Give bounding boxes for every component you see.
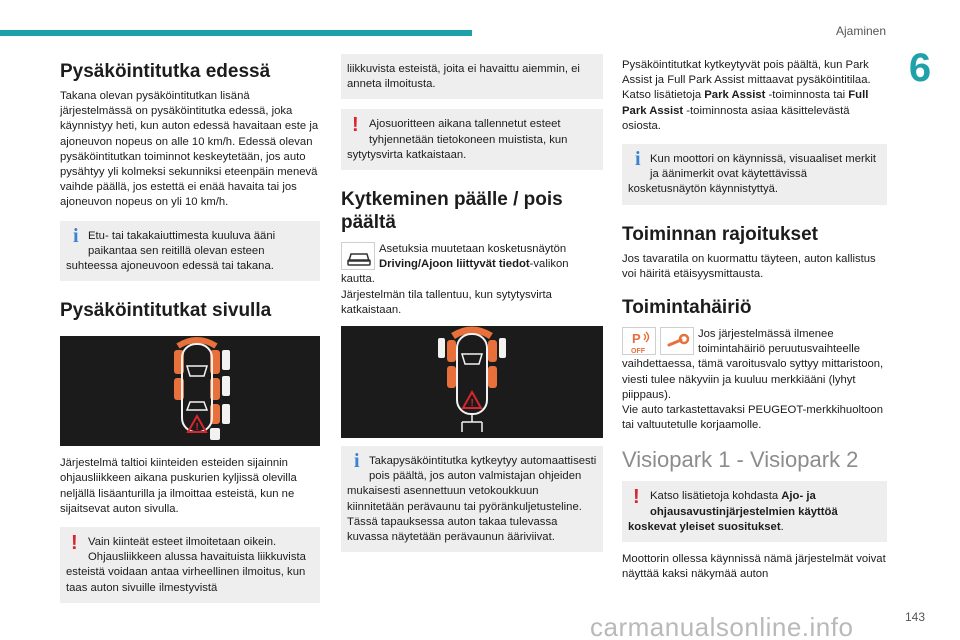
paragraph-visiopark: Moottorin ollessa käynnissä nämä järjestelmät voivat näyttää kaksi näkymää auton: [622, 553, 886, 581]
fault-paragraph: [622, 327, 887, 433]
switch-text-d: Järjestelmän tila tallentuu, kun sytytysvirta katkaistaan.: [341, 288, 552, 316]
paragraph-limits: Jos tavaratila on kuormattu täyteen, auton kallistus voi häiritä etäisyysmittausta.: [622, 252, 876, 280]
svg-text:!: !: [470, 398, 474, 410]
switch-text-a: Asetuksia muutetaan kosketusnäytön: [379, 243, 567, 256]
warn3-text-a: Katso lisätietoja kohdasta: [650, 490, 782, 503]
switch-text-c: -valikon kautta.: [341, 258, 569, 286]
warning-box-memory: [341, 109, 603, 170]
info-icon: i: [354, 450, 360, 473]
warning-icon: !: [352, 114, 359, 137]
warning-text: Ajosuoritteen aikana tallennetut esteet tyhjennetään tietokoneen muistista, kun sytytysvirta katkaistaan.: [347, 118, 568, 161]
warning-text: Vain kiinteät esteet ilmoitetaan oikein. Ohjausliikkeen alussa havaituista liikkuvista esteistä voidaan antaa virheellinen ilmoitus, kun taas auton sivuille ilmestyvistä: [66, 536, 306, 594]
info-box-trailer: [341, 446, 603, 552]
warning-box-fixed-obstacles: [60, 527, 320, 603]
heading-side-sensors: Pysäköintitutkat sivulla: [60, 300, 272, 322]
section-title: Ajaminen: [836, 24, 887, 38]
column-3: [622, 54, 887, 582]
fault-text-b: Vie auto tarkastettavaksi PEUGEOT-merkkihuoltoon tai valtuutetulle korjaamolle.: [622, 404, 883, 432]
rear-sensor-illustration: [341, 326, 603, 438]
svg-text:!: !: [195, 422, 199, 434]
info-icon: i: [73, 224, 79, 247]
heading-fault: Toimintahäiriö: [622, 297, 752, 319]
warning-icon: !: [633, 486, 640, 509]
ref-text-3: -toiminnosta asiaa käsittelevästä osiosta.: [622, 104, 850, 132]
info-text: Etu- tai takakaiuttimesta kuuluva ääni paikantaa sen reitillä olevan esteen suhteessa ajoneuvoon edessä tai takana.: [66, 229, 276, 273]
park-assist-text-a: Pysäköintitutkat kytkeytyvät pois päältä, kun Park Assist ja Full Park Assist mittaavat pysäköintitilaa.: [622, 59, 871, 87]
info-text: Takapysäköintitutka kytkeytyy automaattisesti pois päältä, jos auton valmistajan ohjeiden mukaisesti asennettuun vetokoukkuun kiinnitetään perävaunu tai pyöränkuljetusteline. Tässä tapauksessa auton takaa tulevassa kuvassa näytetään perävaunun ääriviivat.: [347, 455, 597, 544]
heading-visiopark: Visiopark 1 - Visiopark 2: [622, 447, 859, 473]
info-box-engine: [622, 144, 887, 205]
switch-paragraph: [341, 242, 603, 318]
side-sensor-illustration: [60, 336, 320, 446]
trailer-outline: [462, 414, 482, 432]
parking-off-warning-icon: [622, 327, 656, 355]
paragraph-side-sensors: Järjestelmä taltioi kiinteiden esteiden sijainnin ohjausliikkeen aikana puskurien kyljissä olevilla neljällä lisäanturilla ja ilmoittaa esteistä, kun ne sijaitsevat auton sivulla.: [60, 457, 297, 515]
side-zones: [174, 350, 220, 424]
ref-text-1: Katso lisätietoja: [622, 89, 705, 102]
warn3-text-c: .: [780, 520, 784, 533]
heading-front-sensors: Pysäköintitutka edessä: [60, 61, 271, 82]
menu-name: Driving/Ajoon liittyvät tiedot: [379, 258, 530, 271]
column-1: [60, 54, 320, 603]
column-2: [341, 54, 603, 552]
ref-text-2: -toiminnosta tai: [765, 89, 849, 102]
warning-icon: !: [71, 532, 78, 555]
heading-switch: Kytkeminen päälle / pois päältä: [341, 189, 563, 234]
info-box-sound: [60, 221, 320, 282]
warning-box-recommendations: [622, 481, 887, 542]
svg-text:P: P: [632, 331, 641, 347]
continued-text: liikkuvista esteistä, joita ei havaittu aiemmin, ei anneta ilmoitusta.: [347, 63, 580, 91]
park-assist-ref: [622, 88, 887, 134]
info-icon: i: [635, 148, 641, 171]
heading-limits: Toiminnan rajoitukset: [622, 223, 819, 245]
watermark: carmanualsonline.info: [590, 612, 854, 640]
park-assist-name: Park Assist: [704, 89, 766, 102]
fault-text-a: Jos järjestelmässä ilmenee toimintahäiriö peruutusvaihteelle vaihdettaessa, tämä varoitusvalo syttyy mittaristoon, viesti tulee näkyviin ja kuuluu merkkiääni (lyhyt piippaus).: [622, 328, 884, 401]
header-accent-bar: [0, 30, 472, 36]
chapter-number: 6: [908, 46, 932, 90]
info-text: Kun moottori on käynnissä, visuaaliset merkit ja äänimerkit ovat käytettävissä kosketusnäytön käynnistyttyä.: [628, 153, 877, 196]
wrench-service-icon: [660, 327, 694, 355]
off-label: OFF: [631, 348, 645, 356]
car-settings-icon: [341, 242, 375, 270]
paragraph-front-sensors: Takana olevan pysäköintitutkan lisänä järjestelmässä on pysäköintitutka edessä, joka käynnistyy heti, kun auton edessä havaitaan este ja ajoneuvon nopeus on alle 10 km/h. Edessä olevan pysäköintitutkan toiminnot keskeytetään, jos auto pysähtyy yli kolmeksi sekunniksi eteenpäin menevä vaihde päällä, jos estettä ei enää havaita tai jos ajoneuvon nopeus on yli 10 km/h.: [60, 90, 319, 209]
warn3-link: Ajo- ja ohjausavustinjärjestelmien käyttöä koskevat yleiset suositukset: [628, 490, 838, 533]
page-number: 143: [905, 610, 926, 624]
continued-box: [341, 54, 603, 99]
full-park-assist-name: Full Park Assist: [622, 89, 869, 117]
car-outline: [182, 344, 212, 432]
